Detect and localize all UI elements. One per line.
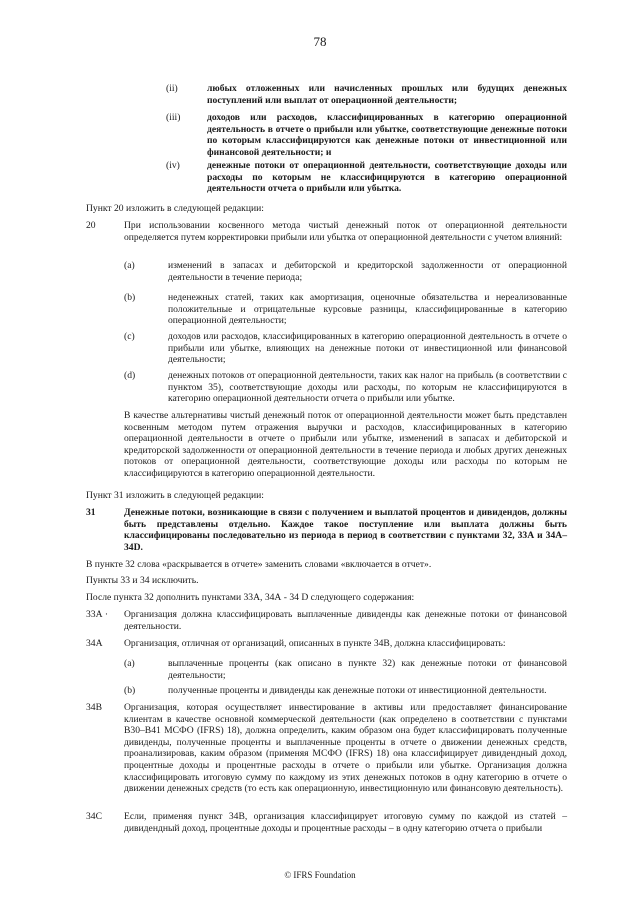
paragraph-text: В качестве альтернативы чистый денежный поток от операционной деятельности может быть представлен косвенным методом путем отражения выручки и расходов, классифицированных в категорию операционной деятельности в отчете о прибыли или убытке, изменений в запасах и дебиторской и кредиторской задолженности от операционной деятельности в течение периода и любых других денежных потоков от операционной деятельности, соответствующие доходы или расходы по которым не классифицируются в категорию операционной деятельности.	[124, 410, 567, 479]
instruction: Пункт 31 изложить в следующей редакции:	[86, 490, 264, 501]
list-item: любых отложенных или начисленных прошлых или будущих денежных поступлений или выплат от операционной деятельности;	[207, 83, 567, 106]
list-item: изменений в запасах и дебиторской и кредиторской задолженности от операционной деятельности в течение периода;	[168, 260, 567, 283]
paragraph-text: Денежные потоки, возникающие в связи с получением и выплатой процентов и дивидендов, должны быть представлены отдельно. Каждое такое поступление или выплата должны быть классифицированы последовательно из периода в период в соответствии с пунктами 32, 33А и 34А–34D.	[124, 507, 567, 553]
list-item: денежные потоки от операционной деятельности, соответствующие доходы или расходы по которым не классифицируются в категорию операционной деятельности отчета о прибыли или убытка.	[207, 160, 567, 195]
list-item: неденежных статей, таких как амортизация, оценочные обязательства и нереализованные положительные и отрицательные курсовые разницы, классифицированные в категорию операционной деятельности;	[168, 292, 567, 327]
instruction: Пункт 20 изложить в следующей редакции:	[86, 203, 264, 214]
item-label: (b)	[124, 292, 136, 303]
paragraph-number: 20	[86, 220, 96, 231]
paragraph-text: Организация, которая осуществляет инвестирование в активы или предоставляет финансирование клиентам в качестве основной коммерческой деятельности (как определено в соответствии с пунктами В30–В41 МСФО (IFRS) 18), должна определить, каким образом она будет классифицировать полученные дивиденды, полученные проценты и выплаченные проценты в отчете о движении денежных средств, проанализировав, каким образом (применяя МСФО (IFRS) 18) она классифицирует дивидендный доход, процентные доходы и процентные расходы в отчете о прибыли или убытке. Организация должна классифицировать итоговую сумму по каждому из этих денежных потоков в одну категорию в отчете о движении денежных средств (то есть как операционную, инвестиционную или финансовую деятельность).	[124, 702, 567, 795]
paragraph-number: 33А ·	[86, 609, 109, 620]
list-item: доходов или расходов, классифицированных в категорию операционной деятельность в отчете о прибыли или убытке, соответствующие денежные потоки по которым классифицируются как денежные потоки от инвестиционной или финансовой деятельности; и	[207, 112, 567, 158]
item-label: (ii)	[166, 83, 178, 94]
paragraph-text: Организация должна классифицировать выплаченные дивиденды как денежные потоки от финансовой деятельности.	[124, 609, 567, 632]
paragraph-number: 34В	[86, 702, 102, 713]
paragraph-text: При использовании косвенного метода чистый денежный поток от операционной деятельности определяется путем корректировки прибыли или убытка от операционной деятельности с учетом влияний:	[124, 220, 567, 243]
item-label: (b)	[124, 685, 136, 696]
item-label: (iii)	[166, 112, 181, 123]
item-label: (iv)	[166, 160, 180, 171]
instruction: В пункте 32 слова «раскрывается в отчете» заменить словами «включается в отчет».	[86, 559, 432, 570]
instruction: После пункта 32 дополнить пунктами 33А, 34А - 34 D следующего содержания:	[86, 592, 415, 603]
item-label: (d)	[124, 370, 136, 381]
paragraph-text: Если, применяя пункт 34В, организация классифицирует итоговую сумму по каждой из статей – дивидендный доход, процентные доходы и процентные расходы – в одну категорию отчета о прибыли	[124, 811, 567, 834]
paragraph-text: Организация, отличная от организаций, описанных в пункте 34В, должна классифицировать:	[124, 638, 506, 649]
page-number: 78	[313, 34, 327, 49]
item-label: (c)	[124, 331, 135, 342]
list-item: выплаченные проценты (как описано в пункте 32) как денежные потоки от финансовой деятельности;	[168, 658, 567, 681]
list-item: полученные проценты и дивиденды как денежные потоки от инвестиционной деятельности.	[168, 685, 547, 696]
footer-copyright: © IFRS Foundation	[284, 870, 356, 880]
paragraph-number: 31	[86, 507, 96, 518]
paragraph-number: 34С	[86, 811, 102, 822]
list-item: доходов или расходов, классифицированных в категорию операционной деятельность в отчете о прибыли или убытке, влияющих на денежные потоки от инвестиционной или финансовой деятельности;	[168, 331, 567, 366]
item-label: (a)	[124, 260, 135, 271]
paragraph-number: 34А	[86, 638, 103, 649]
list-item: денежных потоков от операционной деятельности, таких как налог на прибыль (в соответствии с пунктом 35), соответствующие доходы или расходы, по которым не классифицируются в категорию операционной деятельности отчета о прибыли или убытке.	[168, 370, 567, 405]
item-label: (a)	[124, 658, 135, 669]
instruction: Пункты 33 и 34 исключить.	[86, 575, 199, 586]
